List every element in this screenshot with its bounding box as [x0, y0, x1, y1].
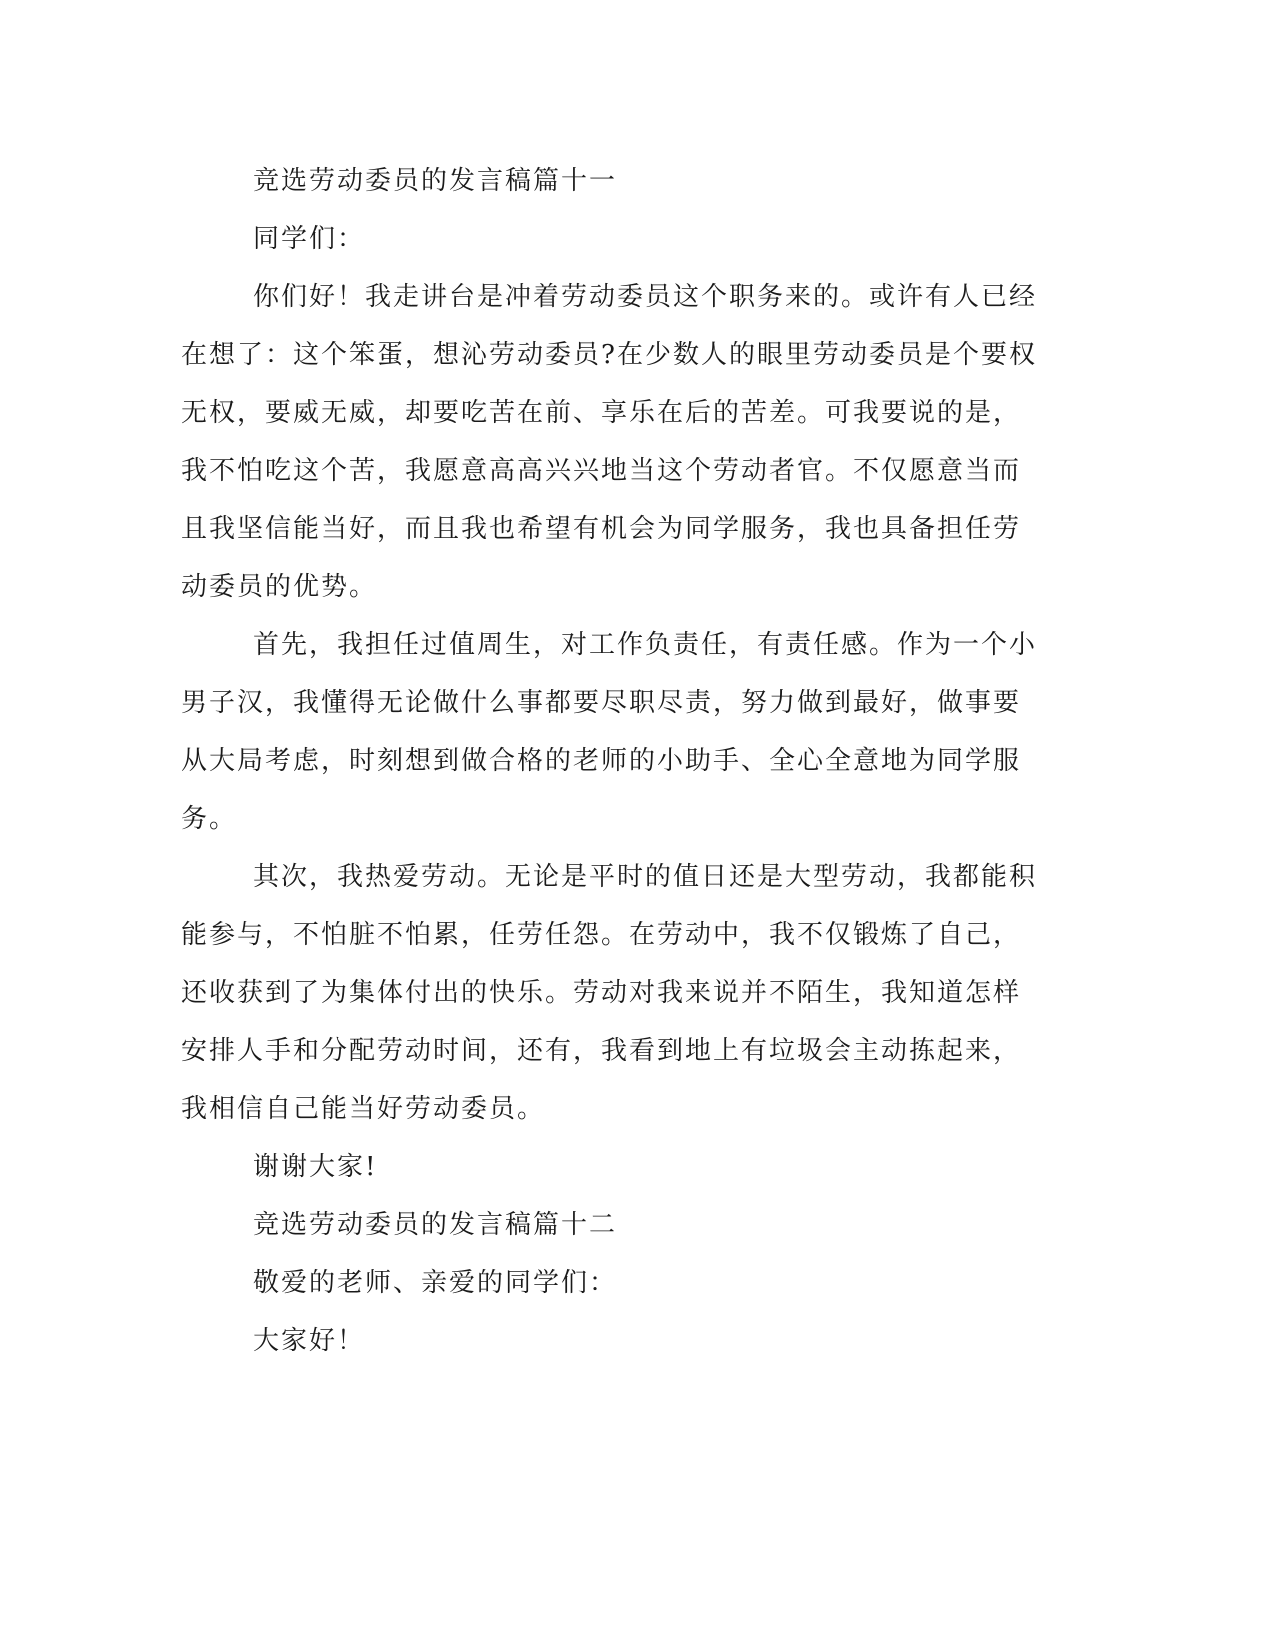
paragraph-line: 我相信自己能当好劳动委员。	[181, 1094, 546, 1124]
paragraph-line: 安排人手和分配劳动时间，还有，我看到地上有垃圾会主动拣起来，	[181, 1036, 1022, 1066]
salutation: 同学们：	[253, 224, 366, 254]
salutation: 敬爱的老师、亲爱的同学们：	[253, 1268, 618, 1298]
paragraph-line: 在想了：这个笨蛋，想沁劳动委员?在少数人的眼里劳动委员是个要权	[181, 340, 1037, 370]
paragraph-line: 首先，我担任过值周生，对工作负责任，有责任感。作为一个小	[253, 630, 1038, 660]
paragraph	[181, 848, 1041, 1138]
paragraph-line: 男子汉，我懂得无论做什么事都要尽职尽责，努力做到最好，做事要	[181, 688, 1022, 718]
section-heading: 竞选劳动委员的发言稿篇十一	[253, 166, 618, 196]
paragraph-line: 其次，我热爱劳动。无论是平时的值日还是大型劳动，我都能积	[253, 862, 1038, 892]
paragraph-line: 还收获到了为集体付出的快乐。劳动对我来说并不陌生，我知道怎样	[181, 978, 1022, 1008]
paragraph-line: 且我坚信能当好，而且我也希望有机会为同学服务，我也具备担任劳	[181, 514, 1022, 544]
paragraph	[181, 616, 1041, 848]
paragraph-line: 能参与，不怕脏不怕累，任劳任怨。在劳动中，我不仅锻炼了自己，	[181, 920, 1022, 950]
paragraph-line: 你们好！我走讲台是冲着劳动委员这个职务来的。或许有人已经	[253, 282, 1038, 312]
paragraph-line: 我不怕吃这个苦，我愿意高高兴兴地当这个劳动者官。不仅愿意当而	[181, 456, 1022, 486]
paragraph-line: 动委员的优势。	[181, 572, 378, 602]
greeting: 大家好！	[253, 1326, 366, 1356]
document-body	[181, 152, 1041, 1370]
paragraph-line: 无权，要威无威，却要吃苦在前、享乐在后的苦差。可我要说的是，	[181, 398, 1022, 428]
paragraph-line: 从大局考虑，时刻想到做合格的老师的小助手、全心全意地为同学服	[181, 746, 1022, 776]
paragraph	[181, 268, 1041, 616]
section-heading: 竞选劳动委员的发言稿篇十二	[253, 1210, 618, 1240]
closing: 谢谢大家!	[253, 1152, 378, 1182]
paragraph-line: 务。	[181, 804, 238, 834]
